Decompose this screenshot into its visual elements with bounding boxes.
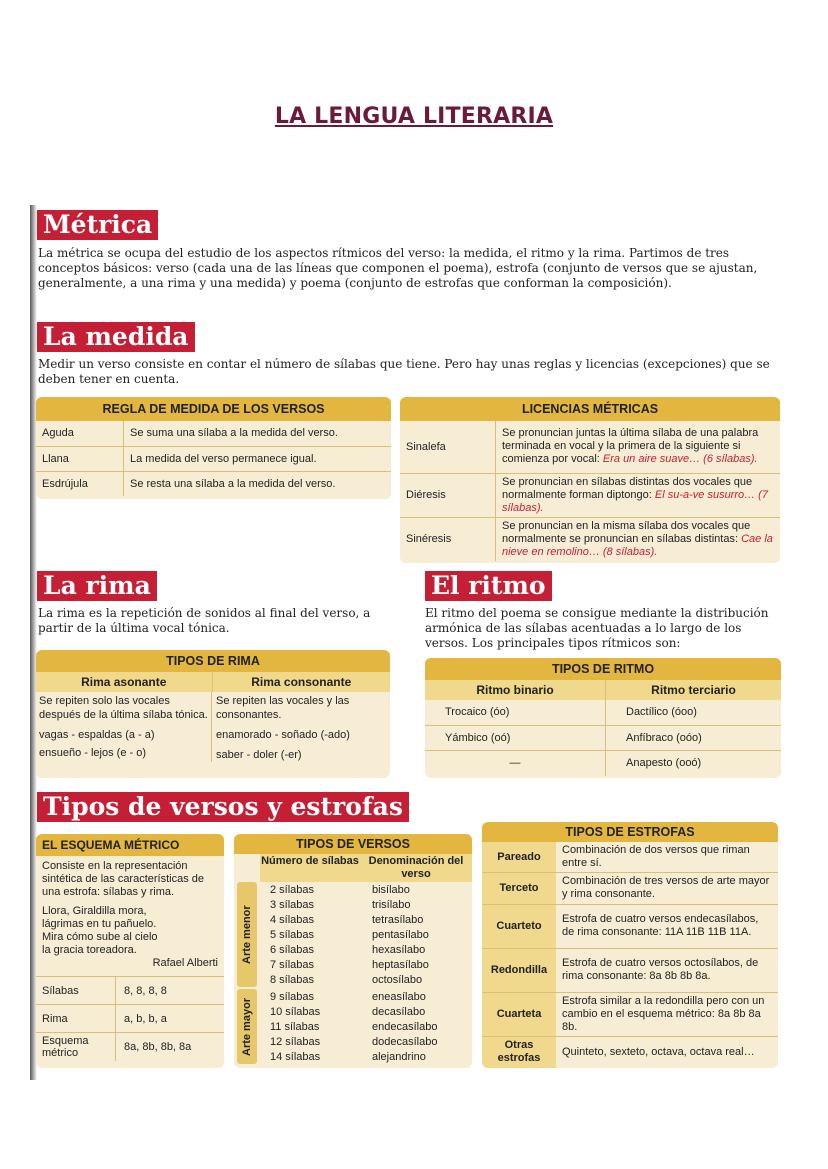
estrofa-name: Terceto: [482, 872, 556, 904]
metrica-heading: Métrica: [37, 210, 158, 240]
poem-line: la gracia toreadora.: [42, 944, 137, 956]
table-row: [36, 421, 391, 446]
licencia-text: Se pronuncian en sílabas distintas dos vocales que normalmente forman diptongo:: [502, 475, 753, 501]
licencia-text: Se pronuncian en la misma sílaba dos vocales que normalmente se pronuncian en sílabas distintas:: [502, 519, 751, 545]
table-row: [260, 989, 438, 1004]
rima-consonante-col: [212, 692, 390, 762]
table-row: [400, 473, 780, 517]
verso-name-cell: bisílabo: [372, 883, 410, 896]
table-row: [482, 842, 778, 872]
table-row: [482, 948, 778, 992]
tipos-versos-box: [234, 834, 472, 1068]
table-row: [482, 1036, 778, 1068]
silabas-cell: 5 sílabas: [270, 928, 315, 941]
licencia-example: El su-a-ve susurro… (7 sílabas).: [502, 488, 768, 514]
esquema-intro: Consiste en la representación sintética de las características de una estrofa: sílabas y rima.: [42, 860, 205, 898]
rima-consonante-header: Rima consonante: [213, 672, 391, 692]
silabas-cell: 3 sílabas: [270, 898, 315, 911]
numero-silabas-header: Número de sílabas: [260, 854, 360, 882]
silabas-cell: 10 sílabas: [270, 1005, 321, 1018]
regla-desc: Se resta una sílaba a la medida del verso.: [130, 477, 336, 490]
page-title: LA LENGUA LITERARIA: [274, 104, 554, 129]
table-row: [425, 700, 781, 725]
estrofa-desc: Combinación de dos versos que riman entre sí.: [562, 843, 750, 869]
licencia-desc: [496, 421, 781, 473]
tipos-estrofas-box: [482, 822, 778, 1068]
ritmo-cell: Yámbico (oó): [425, 725, 606, 750]
esquema-poem: [36, 903, 224, 972]
regla-name: Llana: [36, 446, 124, 471]
esquema-value: 8, 8, 8, 8: [124, 984, 167, 997]
ritmo-cell: Trocaico (óo): [425, 700, 606, 725]
table-row: [260, 1004, 438, 1019]
verso-name-cell: decasílabo: [372, 1005, 426, 1018]
silabas-cell: 14 sílabas: [270, 1050, 321, 1063]
arte-menor-table: [260, 882, 430, 987]
rima-asonante-example: vagas - espaldas (a - a): [39, 729, 155, 741]
verso-name-cell: dodecasílabo: [372, 1035, 438, 1048]
licencia-example: Cae la nieve en remolino… (8 sílabas).: [502, 532, 773, 558]
rima-text: La rima es la repetición de sonidos al final del verso, a partir de la última vocal tónica.: [38, 606, 371, 635]
poem-author: Rafael Alberti: [152, 957, 218, 969]
medida-text: Medir un verso consiste en contar el número de sílabas que tiene. Pero hay unas reglas y licencias (excepciones) que se deben tener en cuenta.: [38, 357, 770, 386]
licencia-name: Diéresis: [400, 473, 496, 517]
table-row: [260, 1034, 438, 1049]
esquema-title: EL ESQUEMA MÉTRICO: [36, 834, 224, 856]
estrofa-desc: Estrofa de cuatro versos endecasílabos, de rima consonante: 11A 11B 11B 11A.: [562, 913, 759, 938]
verso-name-cell: heptasílabo: [372, 958, 429, 971]
silabas-cell: 4 sílabas: [270, 913, 315, 926]
silabas-cell: 7 sílabas: [270, 958, 315, 971]
table-row: [425, 725, 781, 750]
table-row: [482, 904, 778, 948]
ritmo-terciario-header: Ritmo terciario: [606, 680, 782, 700]
licencia-name: Sinalefa: [400, 421, 496, 473]
licencia-text: Se pronuncian juntas la última sílaba de una palabra terminada en vocal y la primera de la siguiente si comienza por vocal:: [502, 427, 759, 466]
verso-name-cell: tetrasílabo: [372, 913, 424, 926]
regla-desc: La medida del verso permanece igual.: [130, 452, 317, 465]
table-row: [36, 977, 224, 1005]
ritmo-cell: Dactílico (óoo): [626, 706, 697, 719]
esquema-value: 8a, 8b, 8b, 8a: [124, 1040, 192, 1053]
arte-mayor-table: [260, 989, 438, 1064]
table-row: [260, 972, 430, 987]
table-row: [260, 1049, 438, 1064]
regla-name: Esdrújula: [36, 471, 124, 496]
regla-medida-box: [36, 397, 391, 499]
silabas-cell: 12 sílabas: [270, 1035, 321, 1048]
verso-name-cell: trisílabo: [372, 898, 411, 911]
esquema-value: a, b, b, a: [124, 1012, 167, 1025]
arte-mayor-label: Arte mayor: [237, 989, 257, 1064]
table-row: [36, 471, 391, 496]
estrofa-name: Otras estrofas: [482, 1036, 556, 1068]
ritmo-cell: Anfíbraco (oóo): [626, 731, 702, 744]
silabas-cell: 8 sílabas: [270, 973, 315, 986]
table-row: [400, 517, 780, 561]
rima-asonante-col: [36, 692, 212, 762]
estrofa-desc: Estrofa de cuatro versos octosílabos, de rima consonante: 8a 8b 8b 8a.: [562, 957, 759, 982]
silabas-cell: 9 sílabas: [270, 990, 315, 1003]
licencia-desc: [496, 473, 781, 517]
header-spacer: [234, 854, 260, 882]
poem-line: Llora, Giraldilla mora,: [42, 905, 147, 917]
table-row: [425, 750, 781, 776]
verso-name-cell: hexasílabo: [372, 943, 426, 956]
estrofa-name: Cuarteta: [482, 992, 556, 1036]
regla-desc: Se suma una sílaba a la medida del verso.: [130, 427, 338, 440]
tipos-versos-header-row: [234, 854, 472, 882]
tipos-rima-body: [36, 692, 390, 762]
poem-line: lágrimas en tu pañuelo.: [42, 918, 157, 930]
rima-heading: La rima: [37, 571, 157, 601]
denominacion-header: Denominación del verso: [360, 854, 472, 882]
licencias-title: LICENCIAS MÉTRICAS: [400, 397, 780, 421]
rima-consonante-example: enamorado - soñado (-ado): [216, 729, 350, 741]
table-row: [400, 421, 780, 473]
esquema-label: Esquema métrico: [36, 1033, 116, 1061]
ritmo-cell: Anapesto (ooó): [626, 757, 702, 770]
tipos-versos-title: TIPOS DE VERSOS: [234, 834, 472, 854]
estrofa-desc: Quinteto, sexteto, octava, octava real…: [562, 1045, 755, 1058]
tipos-estrofas-title: TIPOS DE ESTROFAS: [482, 822, 778, 842]
arte-menor-group: [234, 882, 472, 987]
verso-name-cell: alejandrino: [372, 1050, 426, 1063]
tipos-rima-box: [36, 650, 390, 778]
estrofa-name: Redondilla: [482, 948, 556, 992]
esquema-label: Rima: [36, 1005, 116, 1033]
regla-medida-title: REGLA DE MEDIDA DE LOS VERSOS: [36, 397, 391, 421]
metrica-text: La métrica se ocupa del estudio de los aspectos rítmicos del verso: la medida, el ritmo y la rima. Partimos de tres conceptos básicos: verso (cada una de las líneas que componen el poema), estrofa (conjunto de versos que se ajustan, generalmente, a una rima y una medida) y poema (conjunto de estrofas que conforman la composición).: [38, 246, 758, 290]
rima-asonante-desc: Se repiten solo las vocales después de la última sílaba tónica.: [39, 695, 208, 721]
licencia-example: Era un aire suave… (6 sílabas).: [602, 453, 758, 466]
rima-asonante-header: Rima asonante: [36, 672, 213, 692]
table-row: [260, 912, 430, 927]
table-row: [36, 446, 391, 471]
esquema-label: Sílabas: [36, 977, 116, 1005]
ritmo-text: El ritmo del poema se consigue mediante la distribución armónica de las sílabas acentuadas a lo largo de los versos. Los principales tipos rítmicos son:: [425, 606, 769, 650]
table-row: [260, 942, 430, 957]
licencias-box: [400, 397, 780, 563]
estrofa-desc: Combinación de tres versos de arte mayor y rima consonante.: [562, 875, 770, 900]
table-row: [260, 1019, 438, 1034]
table-row: [482, 872, 778, 904]
arte-mayor-group: [234, 989, 472, 1064]
versos-estrofas-heading: Tipos de versos y estrofas: [37, 792, 409, 822]
silabas-cell: 11 sílabas: [270, 1020, 320, 1033]
silabas-cell: 6 sílabas: [270, 943, 315, 956]
table-row: [36, 1005, 224, 1033]
estrofa-name: Cuarteto: [482, 904, 556, 948]
table-row: [482, 992, 778, 1036]
verso-name-cell: eneasílabo: [372, 990, 426, 1003]
verso-name-cell: endecasílabo: [372, 1020, 438, 1033]
tipos-rima-title: TIPOS DE RIMA: [36, 650, 390, 672]
verso-name-cell: octosílabo: [372, 973, 423, 986]
ritmo-cell: —: [425, 750, 606, 776]
regla-name: Aguda: [36, 421, 124, 446]
medida-heading: La medida: [37, 322, 195, 352]
rima-asonante-example: ensueño - lejos (e - o): [39, 747, 146, 759]
tipos-rima-header-row: [36, 672, 390, 692]
table-row: [260, 957, 430, 972]
ritmo-binario-header: Ritmo binario: [425, 680, 606, 700]
estrofa-desc: Estrofa similar a la redondilla pero con un cambio en el esquema métrico: 8a 8b 8a 8b.: [562, 994, 765, 1033]
table-row: [260, 927, 430, 942]
ritmo-heading: El ritmo: [425, 571, 552, 601]
table-row: [260, 882, 430, 897]
rima-consonante-example: saber - doler (-er): [216, 749, 302, 761]
verso-name-cell: pentasílabo: [372, 928, 429, 941]
licencia-name: Sinéresis: [400, 517, 496, 561]
tipos-ritmo-title: TIPOS DE RITMO: [425, 658, 781, 680]
table-header-row: [425, 680, 781, 700]
tipos-ritmo-box: [425, 658, 781, 778]
arte-menor-label: Arte menor: [237, 882, 257, 987]
esquema-box: [36, 834, 224, 1068]
rima-consonante-desc: Se repiten las vocales y las consonantes.: [216, 695, 350, 721]
licencia-desc: [496, 517, 781, 561]
table-row: [36, 1033, 224, 1061]
silabas-cell: 2 sílabas: [270, 883, 315, 896]
estrofa-name: Pareado: [482, 842, 556, 872]
poem-line: Mira cómo sube al cielo: [42, 931, 158, 943]
table-row: [260, 897, 430, 912]
